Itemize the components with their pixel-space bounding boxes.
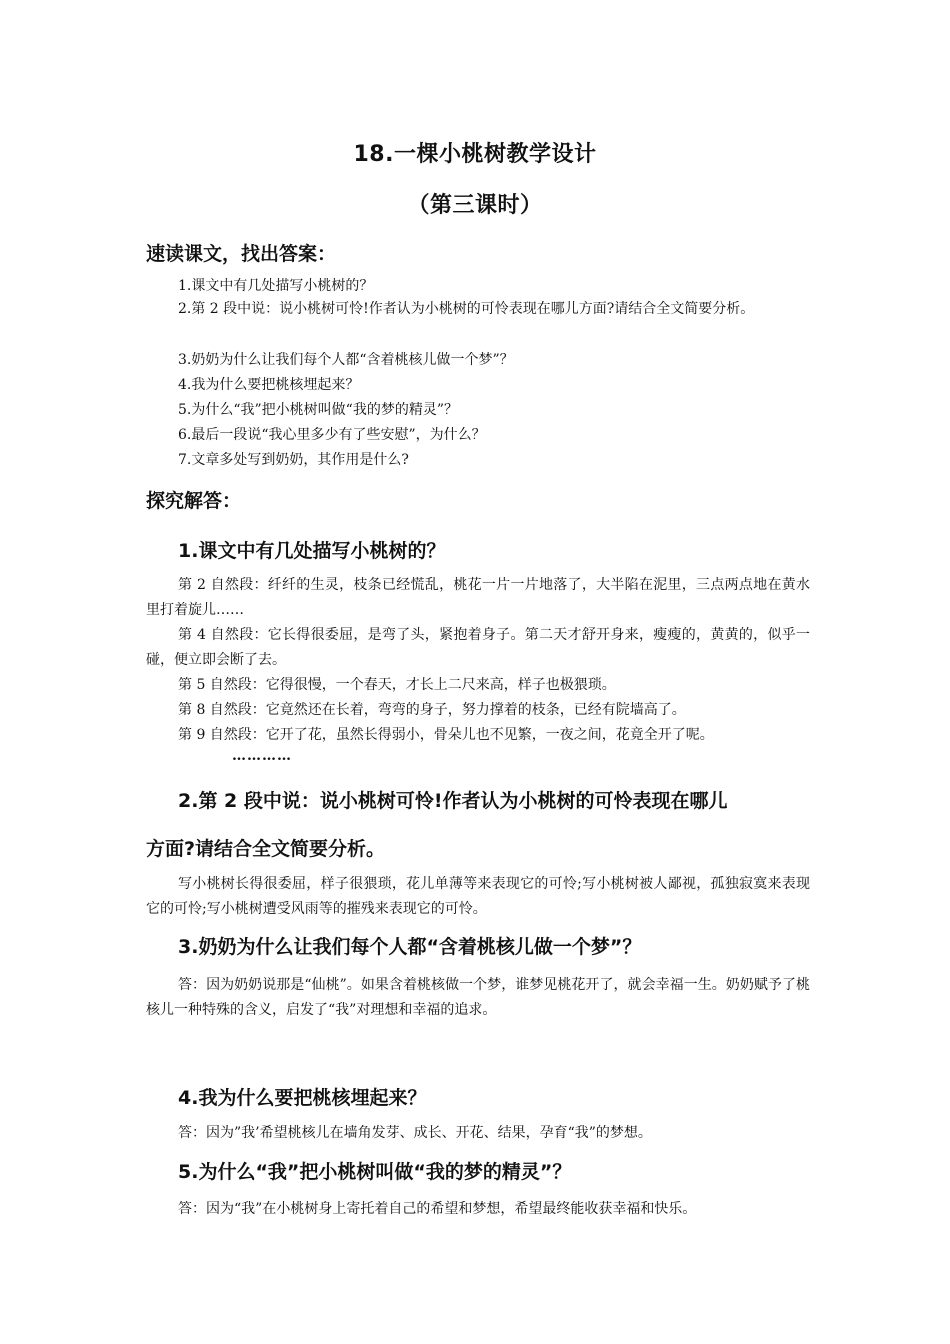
ellipsis-dots: ………… xyxy=(232,748,292,764)
answer-paragraph: 第 4 自然段：它长得很委屈，是弯了头，紧抱着身子。第二天才舒开身来，瘦瘦的，黄黄的，似乎一碰，便立即会断了去。 xyxy=(146,627,810,668)
answer-paragraph: 写小桃树长得很委屈，样子很猥琐，花儿单薄等来表现它的可怜;写小桃树被人鄙视，孤独寂寞来表现它的可怜;写小桃树遭受风雨等的摧残来表现它的可怜。 xyxy=(146,876,810,917)
question-item: 6.最后一段说“我心里多少有了些安慰”，为什么？ xyxy=(178,427,486,443)
question-item: 1.课文中有几处描写小桃树的？ xyxy=(178,278,374,294)
question-item: 3.奶奶为什么让我们每个人都“含着桃核儿做一个梦”？ xyxy=(178,352,514,368)
question-item: 7.文章多处写到奶奶，其作用是什么? xyxy=(178,452,409,468)
question-item: 4.我为什么要把桃核埋起来？ xyxy=(178,377,360,393)
answer-paragraph: 答：因为奶奶说那是“仙桃”。如果含着桃核做一个梦，谁梦见桃花开了，就会幸福一生。奶奶赋予了桃核儿一种特殊的含义，启发了“我”对理想和幸福的追求。 xyxy=(146,977,810,1018)
answer-paragraph: 第 9 自然段：它开了花，虽然长得弱小，骨朵儿也不见繁，一夜之间，花竟全开了呢。 xyxy=(178,727,714,743)
answer-heading-3: 3.奶奶为什么让我们每个人都“含着桃核儿做一个梦”？ xyxy=(178,936,642,958)
document-title: 18.一棵小桃树教学设计 xyxy=(353,142,597,167)
answer-heading-1: 1.课文中有几处描写小桃树的？ xyxy=(178,540,446,562)
answer-paragraph: 答：因为”我’希望桃核儿在墙角发芽、成长、开花、结果，孕育“我”的梦想。 xyxy=(178,1125,652,1141)
section-heading-explore: 探究解答： xyxy=(146,490,242,512)
question-item: 5.为什么“我”把小桃树叫做“我的梦的精灵”？ xyxy=(178,402,458,418)
answer-paragraph: 第 5 自然段：它得很慢，一个春天，才长上二尺来高，样子也极猥琐。 xyxy=(178,677,616,693)
question-item: 2.第 2 段中说：说小桃树可怜!作者认为小桃树的可怜表现在哪儿方面?请结合全文简要分析。 xyxy=(178,301,755,317)
answer-heading-2: 2.第 2 段中说：说小桃树可怜!作者认为小桃树的可怜表现在哪儿 xyxy=(178,790,728,812)
answer-heading-2-cont: 方面?请结合全文简要分析。 xyxy=(146,838,386,860)
answer-paragraph: 答：因为“我”在小桃树身上寄托着自己的希望和梦想，希望最终能收获幸福和快乐。 xyxy=(178,1201,697,1217)
answer-paragraph: 第 8 自然段：它竟然还在长着，弯弯的身子，努力撑着的枝条，已经有院墙高了。 xyxy=(178,702,686,718)
answer-heading-4: 4.我为什么要把桃核埋起来？ xyxy=(178,1087,427,1109)
document-subtitle: （第三课时） xyxy=(407,193,543,218)
answer-heading-5: 5.为什么“我”把小桃树叫做“我的梦的精灵”？ xyxy=(178,1161,572,1183)
section-heading-quick-read: 速读课文，找出答案： xyxy=(146,243,337,265)
answer-paragraph: 第 2 自然段：纤纤的生灵，枝条已经慌乱，桃花一片一片地落了，大半陷在泥里，三点两点地在黄水里打着旋儿…… xyxy=(146,577,810,618)
